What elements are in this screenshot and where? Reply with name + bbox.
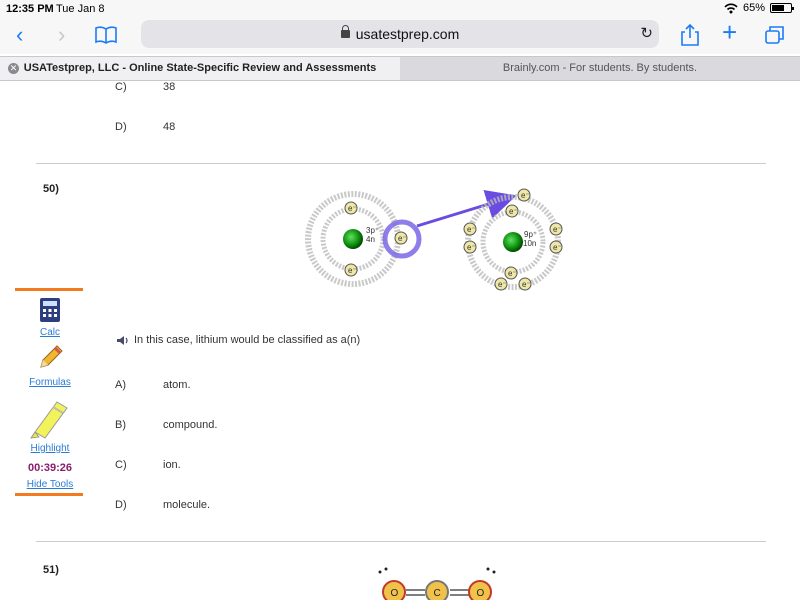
choice-text: compound. [163,419,218,431]
highlighter-icon[interactable] [27,398,73,440]
tab-usatestprep[interactable] [0,57,400,80]
carbon-atom [426,581,448,600]
neutron-label: 10n [523,239,537,248]
clock: 12:35 PM [6,3,54,15]
battery-fill [772,5,784,11]
svg-text:e⁻: e⁻ [521,191,530,200]
electron [505,267,517,279]
choice-text: 38 [163,81,176,93]
tools-top-bar [15,288,83,291]
fluorine-atom [464,189,562,290]
electron [550,223,562,235]
svg-text:e⁻: e⁻ [398,234,407,243]
address-bar[interactable] [141,20,659,48]
tabs-icon[interactable] [764,25,786,45]
timer: 00:39:26 [27,462,73,474]
choice-letter: C) [115,81,127,93]
electron [464,223,476,235]
share-icon[interactable] [680,23,700,47]
wifi-icon [724,3,738,14]
nucleus [503,232,523,252]
speaker-icon[interactable] [116,335,130,346]
choice-text: 48 [163,121,176,133]
proton-label: 9p⁺ [524,230,538,239]
formulas-link[interactable]: Formulas [29,377,71,388]
date: Tue Jan 8 [56,3,105,15]
nucleus [343,229,363,249]
svg-text:e⁻: e⁻ [509,207,518,216]
tab-label: USATestprep, LLC - Online State-Specific Review and Assessments [23,62,377,74]
svg-text:C: C [433,588,441,599]
battery-icon [770,3,792,13]
divider [36,163,766,164]
tools-bottom-bar [15,493,83,496]
svg-text:e⁻: e⁻ [467,225,476,234]
choice-text: ion. [163,459,181,471]
question-prompt: In this case, lithium would be classified as a(n) [134,334,361,346]
page-content [0,81,800,600]
proton-label: 3p⁺ [366,226,380,235]
tab-label: Brainly.com - For students. By students. [502,62,698,74]
back-icon[interactable]: ‹ [16,22,24,47]
battery-percent: 65% [742,2,765,14]
url-text: usatestprep.com [355,26,460,42]
svg-text:O: O [476,588,485,599]
neutron-label: 4n [366,235,375,244]
electron [464,241,476,253]
tab-strip [0,56,800,81]
co2-diagram [372,567,502,600]
svg-text:O: O [390,588,399,599]
choice-letter: D) [115,121,127,133]
svg-text:e⁻: e⁻ [467,243,476,252]
electron [518,189,530,201]
electron [506,205,518,217]
choice-letter: B) [115,419,126,431]
electron [550,241,562,253]
browser-toolbar [0,18,800,54]
question-number: 51) [43,564,59,576]
status-right [724,2,792,14]
calc-link[interactable]: Calc [39,327,60,338]
choice-letter: A) [115,379,126,391]
oxygen-atom [469,581,491,600]
electron [495,278,507,290]
pencil-icon[interactable] [37,343,65,371]
electron [395,232,407,244]
svg-text:e⁻: e⁻ [508,269,517,278]
question-text [116,334,360,346]
svg-text:e⁻: e⁻ [522,280,531,289]
new-tab-icon[interactable]: + [722,17,738,47]
svg-text:e⁻: e⁻ [348,204,357,213]
choice-text: atom. [163,379,191,391]
svg-text:e⁻: e⁻ [498,280,507,289]
choice-letter: C) [115,459,127,471]
highlight-link[interactable]: Highlight [30,443,70,454]
electron [519,278,531,290]
close-tab-icon[interactable]: ✕ [9,63,18,73]
lithium-atom [308,194,419,284]
calculator-icon[interactable] [39,297,61,323]
hide-tools-link[interactable]: Hide Tools [26,479,74,490]
bookmarks-icon[interactable] [94,25,118,45]
choice-text: molecule. [163,499,211,511]
electron [345,202,357,214]
choice-letter: D) [115,499,127,511]
oxygen-atom [383,581,405,600]
status-bar [0,0,800,18]
svg-text:e⁻: e⁻ [553,243,562,252]
svg-text:e⁻: e⁻ [348,266,357,275]
reload-icon[interactable]: ↻ [640,25,653,42]
tools-panel [15,288,85,498]
forward-icon[interactable]: › [58,22,66,47]
question-number: 50) [43,183,59,195]
atom-diagram [295,181,585,301]
divider [36,541,766,542]
tab-brainly[interactable] [400,57,800,80]
svg-text:e⁻: e⁻ [553,225,562,234]
lock-icon [341,30,350,38]
electron [345,264,357,276]
